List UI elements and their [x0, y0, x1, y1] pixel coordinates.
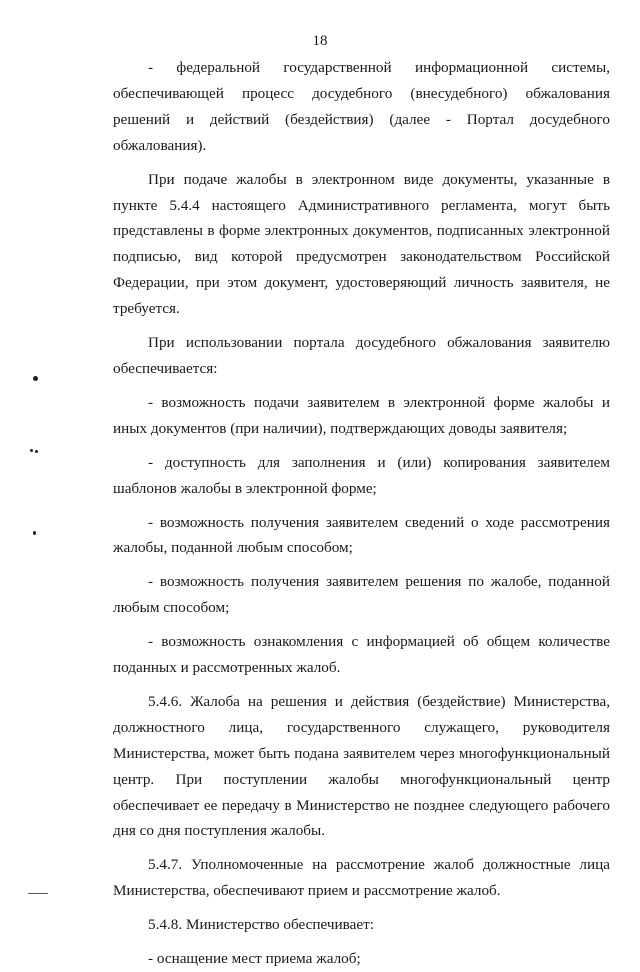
paragraph-federal-system: - федеральной государственной информационной системы, обеспечивающей процесс досудебного (внесудебного) обжалования решений и действий (бездействия) (далее - Портал досудебного обжалования).: [113, 59, 610, 154]
paragraph-5-4-7: 5.4.7. Уполномоченные на рассмотрение жалоб должностные лица Министерства, обеспечивают прием и рассмотрение жалоб.: [113, 856, 610, 900]
paragraph-portal-usage: При использовании портала досудебного обжалования заявителю обеспечивается:: [113, 334, 610, 377]
scan-mark: [30, 449, 33, 452]
list-item-submission: - возможность подачи заявителем в электронной форме жалобы и иных документов (при наличии), подтверждающих доводы заявителя;: [113, 393, 610, 437]
paragraph-5-4-8: 5.4.8. Министерство обеспечивает:: [148, 916, 374, 934]
paragraph-electronic-complaint: При подаче жалобы в электронном виде документы, указанные в пункте 5.4.4 настоящего Административного регламента, могут быть представлены в форме электронных документов, подписанных электронной подписью, вид которой предусмотрен законодательством Российской Федерации, при этом документ, удостоверяющий личность заявителя, не требуется.: [113, 170, 610, 318]
document-body: [113, 55, 610, 972]
list-item-statistics: - возможность ознакомления с информацией об общем количестве поданных и рассмотренных жалоб.: [113, 633, 610, 677]
list-item-status-info: - возможность получения заявителем сведений о ходе рассмотрения жалобы, поданной любым способом;: [113, 513, 610, 557]
list-item-templates: - доступность для заполнения и (или) копирования заявителем шаблонов жалобы в электронной форме;: [113, 453, 610, 497]
page-number: 18: [312, 33, 328, 49]
scan-mark: [33, 531, 36, 535]
paragraph-5-4-6: 5.4.6. Жалоба на решения и действия (бездействие) Министерства, должностного лица, государственного служащего, руководителя Министерства, может быть подана заявителем через многофункциональный центр. При поступлении жалобы многофункциональный центр обеспечивает ее передачу в Министерство не позднее следующего рабочего дня со дня поступления жалобы.: [113, 692, 610, 840]
list-item-equipment: - оснащение мест приема жалоб;: [148, 950, 361, 968]
list-item-decision: - возможность получения заявителем решения по жалобе, поданной любым способом;: [113, 573, 610, 617]
scan-mark: [33, 376, 38, 381]
scan-mark: [28, 893, 48, 894]
scan-mark: [35, 450, 38, 453]
